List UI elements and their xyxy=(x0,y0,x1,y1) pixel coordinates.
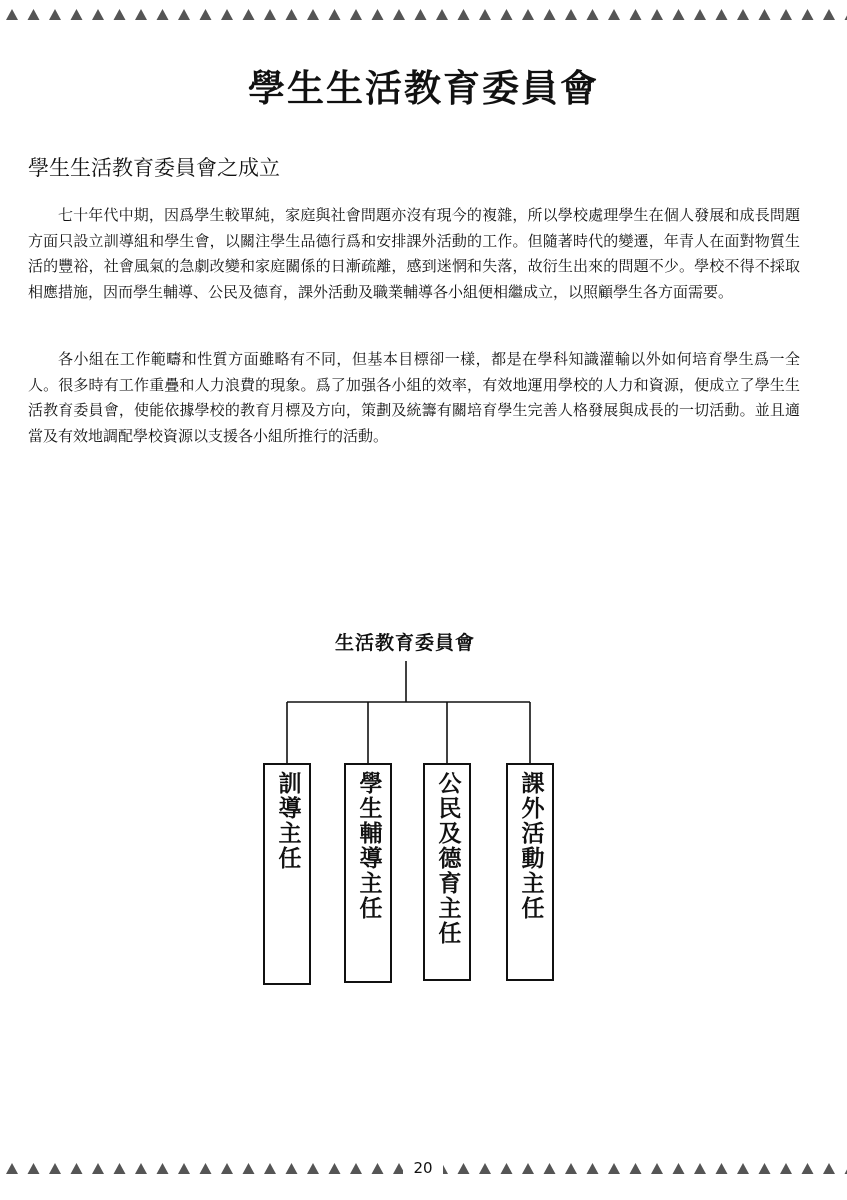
org-box-label: 公民及德育主任 xyxy=(434,771,461,946)
triangle-mark xyxy=(157,1163,169,1174)
triangle-mark xyxy=(372,9,384,20)
triangle-mark xyxy=(458,9,470,20)
triangle-mark xyxy=(178,9,190,20)
org-box-label: 學生輔導主任 xyxy=(355,771,382,921)
page-number: 20 xyxy=(403,1158,443,1178)
triangle-mark xyxy=(415,9,427,20)
triangle-mark xyxy=(264,9,276,20)
triangle-mark xyxy=(243,9,255,20)
triangle-mark xyxy=(264,1163,276,1174)
triangle-mark xyxy=(759,9,771,20)
triangle-mark xyxy=(759,1163,771,1174)
triangle-mark xyxy=(178,1163,190,1174)
triangle-mark xyxy=(780,1163,792,1174)
triangle-mark xyxy=(458,1163,470,1174)
triangle-mark xyxy=(135,9,147,20)
triangle-mark xyxy=(286,1163,298,1174)
org-box-discipline-head xyxy=(263,763,311,985)
triangle-mark xyxy=(49,1163,61,1174)
triangle-mark xyxy=(651,9,663,20)
triangle-mark xyxy=(372,1163,384,1174)
section-heading: 學生生活教育委員會之成立 xyxy=(28,156,280,180)
triangle-mark xyxy=(393,9,405,20)
triangle-mark xyxy=(608,9,620,20)
triangle-mark xyxy=(28,9,40,20)
triangle-mark xyxy=(737,9,749,20)
paragraph-2: 各小組在工作範疇和性質方面雖略有不同，但基本目標卻一樣，都是在學科知識灌輸以外如何培育學生爲一全人。很多時有工作重疊和人力浪費的現象。爲了加强各小組的效率，有效地運用學校的人力和資源，便成立了學生生活教育委員會，使能依據學校的教育月標及方向，策劃及統籌有關培育學生完善人格發展與成長的一切活動。並且適當及有效地調配學校資源以支援各小組所推行的活動。 xyxy=(28,350,800,445)
org-box-label: 課外活動主任 xyxy=(517,771,544,921)
triangle-mark xyxy=(221,1163,233,1174)
triangle-mark xyxy=(479,1163,491,1174)
triangle-mark xyxy=(28,1163,40,1174)
triangle-mark xyxy=(307,9,319,20)
triangle-mark xyxy=(522,1163,534,1174)
triangle-mark xyxy=(6,1163,18,1174)
triangle-mark xyxy=(243,1163,255,1174)
triangle-mark xyxy=(630,9,642,20)
triangle-mark xyxy=(694,1163,706,1174)
paragraph-1: 七十年代中期，因爲學生較單純，家庭與社會問題亦沒有現今的複雜，所以學校處理學生在個人發展和成長問題方面只設立訓導組和學生會，以關注學生品德行爲和安排課外活動的工作。但隨著時代的變遷，年青人在面對物質生活的豐裕，社會風氣的急劇改變和家庭關係的日漸疏離，感到迷惘和失落，故衍生出來的問題不少。學校不得不採取相應措施，因而學生輔導、公民及德育，課外活動及職業輔導各小組便相繼成立，以照顧學生各方面需要。 xyxy=(28,206,800,301)
triangle-mark xyxy=(114,1163,126,1174)
triangle-mark xyxy=(673,1163,685,1174)
org-box-extracurricular-head xyxy=(506,763,554,981)
triangle-mark xyxy=(71,9,83,20)
triangle-mark xyxy=(350,1163,362,1174)
triangle-mark xyxy=(544,1163,556,1174)
triangle-mark xyxy=(802,1163,814,1174)
triangle-mark xyxy=(6,9,18,20)
top-triangle-border xyxy=(0,6,847,22)
triangle-mark xyxy=(307,1163,319,1174)
page-title: 學生生活教育委員會 xyxy=(248,67,599,110)
triangle-mark xyxy=(92,1163,104,1174)
org-chart-root: 生活教育委員會 xyxy=(334,632,475,654)
triangle-mark xyxy=(329,1163,341,1174)
triangle-mark xyxy=(587,9,599,20)
triangle-mark xyxy=(114,9,126,20)
triangle-mark xyxy=(737,1163,749,1174)
triangle-mark xyxy=(565,1163,577,1174)
triangle-mark xyxy=(436,9,448,20)
triangle-mark xyxy=(780,9,792,20)
org-box-civic-moral-head xyxy=(423,763,471,981)
triangle-mark xyxy=(286,9,298,20)
triangle-mark xyxy=(135,1163,147,1174)
triangle-mark xyxy=(673,9,685,20)
triangle-mark xyxy=(522,9,534,20)
triangle-mark xyxy=(630,1163,642,1174)
triangle-mark xyxy=(608,1163,620,1174)
triangle-mark xyxy=(501,9,513,20)
org-box-label: 訓導主任 xyxy=(274,771,301,871)
org-box-student-guidance-head xyxy=(344,763,392,983)
triangle-mark xyxy=(350,9,362,20)
triangle-mark xyxy=(329,9,341,20)
triangle-mark xyxy=(565,9,577,20)
triangle-mark xyxy=(823,9,835,20)
triangle-mark xyxy=(716,9,728,20)
triangle-mark xyxy=(544,9,556,20)
triangle-mark xyxy=(479,9,491,20)
triangle-mark xyxy=(587,1163,599,1174)
triangle-mark xyxy=(157,9,169,20)
triangle-mark xyxy=(221,9,233,20)
triangle-mark xyxy=(200,1163,212,1174)
triangle-mark xyxy=(802,9,814,20)
triangle-mark xyxy=(49,9,61,20)
triangle-mark xyxy=(694,9,706,20)
triangle-mark xyxy=(200,9,212,20)
top-triangle-pattern xyxy=(0,6,847,22)
triangle-mark xyxy=(651,1163,663,1174)
triangle-mark xyxy=(823,1163,835,1174)
triangle-mark xyxy=(501,1163,513,1174)
triangle-mark xyxy=(92,9,104,20)
triangle-mark xyxy=(71,1163,83,1174)
triangle-mark xyxy=(716,1163,728,1174)
